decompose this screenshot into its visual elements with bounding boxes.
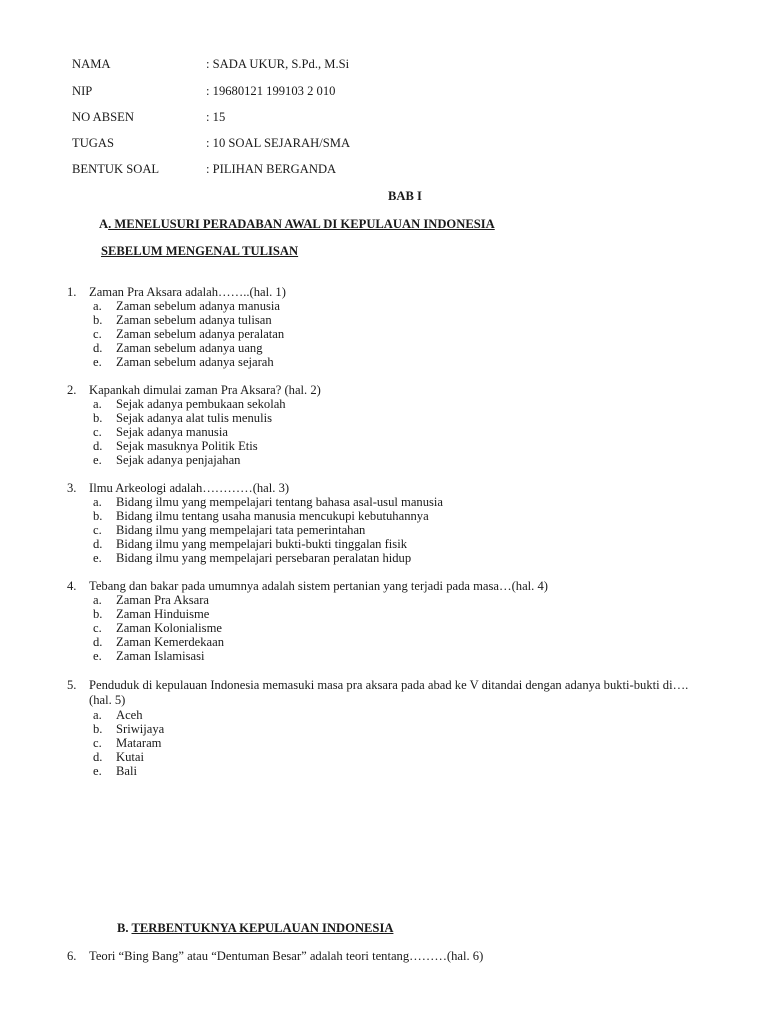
section-b-title: TERBENTUKNYA KEPULAUAN INDONESIA — [131, 921, 394, 935]
option-text: Zaman sebelum adanya peralatan — [116, 327, 285, 341]
section-a-subtitle: SEBELUM MENGENAL TULISAN — [101, 244, 299, 258]
option-letter: c. — [93, 523, 102, 537]
option-text: Kutai — [116, 750, 144, 764]
section-b-heading — [117, 921, 393, 936]
option-text: Zaman Kolonialisme — [116, 621, 222, 635]
question-text: Zaman Pra Aksara adalah……..(hal. 1) — [89, 285, 286, 299]
option-text: Bidang ilmu yang mempelajari tentang bahasa asal-usul manusia — [116, 495, 443, 509]
header-value: : 15 — [206, 110, 226, 124]
option-letter: d. — [93, 750, 103, 764]
option-text: Bali — [116, 764, 137, 778]
header-value: : 10 SOAL SEJARAH/SMA — [206, 136, 351, 150]
option-letter: a. — [93, 397, 102, 411]
option-text: Bidang ilmu yang mempelajari persebaran peralatan hidup — [116, 551, 412, 565]
option-letter: d. — [93, 439, 103, 453]
section-b-prefix: B. — [117, 921, 132, 935]
option-letter: a. — [93, 593, 102, 607]
option-text: Mataram — [116, 736, 162, 750]
option-text: Zaman Hinduisme — [116, 607, 210, 621]
header-label: NIP — [72, 84, 93, 98]
option-letter: e. — [93, 355, 102, 369]
option-letter: a. — [93, 708, 102, 722]
option-letter: c. — [93, 425, 102, 439]
option-letter: c. — [93, 621, 102, 635]
option-text: Zaman Kemerdekaan — [116, 635, 225, 649]
option-letter: d. — [93, 635, 103, 649]
option-text: Zaman Islamisasi — [116, 649, 205, 663]
option-letter: b. — [93, 313, 103, 327]
option-text: Sriwijaya — [116, 722, 165, 736]
option-text: Zaman sebelum adanya manusia — [116, 299, 281, 313]
question-text: Teori “Bing Bang” atau “Dentuman Besar” adalah teori tentang………(hal. 6) — [89, 949, 484, 963]
option-letter: b. — [93, 411, 103, 425]
question-text: Penduduk di kepulauan Indonesia memasuki masa pra aksara pada abad ke V ditandai dengan adanya bukti-bukti di….(hal. 5) — [89, 678, 689, 707]
section-a-heading — [99, 217, 495, 232]
question-number: 5. — [67, 678, 77, 692]
option-letter: b. — [93, 509, 103, 523]
chapter-heading: BAB I — [388, 189, 422, 203]
header-label: NO ABSEN — [72, 110, 134, 124]
option-text: Sejak adanya pembukaan sekolah — [116, 397, 286, 411]
header-label: NAMA — [72, 57, 111, 71]
question-number: 3. — [67, 481, 77, 495]
option-text: Zaman Pra Aksara — [116, 593, 210, 607]
option-text: Bidang ilmu yang mempelajari bukti-bukti tinggalan fisik — [116, 537, 408, 551]
option-letter: e. — [93, 649, 102, 663]
option-text: Sejak adanya penjajahan — [116, 453, 241, 467]
option-letter: e. — [93, 453, 102, 467]
option-letter: b. — [93, 607, 103, 621]
question-number: 4. — [67, 579, 77, 593]
option-letter: d. — [93, 537, 103, 551]
question-text: Kapankah dimulai zaman Pra Aksara? (hal. 2) — [89, 383, 321, 397]
header-label: TUGAS — [72, 136, 114, 150]
option-text: Sejak masuknya Politik Etis — [116, 439, 258, 453]
option-text: Bidang ilmu tentang usaha manusia mencukupi kebutuhannya — [116, 509, 429, 523]
option-letter: a. — [93, 299, 102, 313]
option-text: Sejak adanya alat tulis menulis — [116, 411, 272, 425]
option-text: Zaman sebelum adanya tulisan — [116, 313, 272, 327]
option-letter: a. — [93, 495, 102, 509]
option-letter: c. — [93, 327, 102, 341]
option-text: Zaman sebelum adanya uang — [116, 341, 263, 355]
header-value: : 19680121 199103 2 010 — [206, 84, 336, 98]
question-number: 6. — [67, 949, 77, 963]
option-letter: e. — [93, 551, 102, 565]
section-a-prefix: A — [99, 217, 109, 231]
header-label: BENTUK SOAL — [72, 162, 160, 176]
question-number: 2. — [67, 383, 77, 397]
header-value: : PILIHAN BERGANDA — [206, 162, 337, 176]
option-text: Bidang ilmu yang mempelajari tata pemerintahan — [116, 523, 366, 537]
question-text: Ilmu Arkeologi adalah…………(hal. 3) — [89, 481, 290, 495]
option-letter: e. — [93, 764, 102, 778]
option-letter: d. — [93, 341, 103, 355]
option-text: Zaman sebelum adanya sejarah — [116, 355, 274, 369]
option-letter: c. — [93, 736, 102, 750]
option-text: Sejak adanya manusia — [116, 425, 228, 439]
option-letter: b. — [93, 722, 103, 736]
header-value: : SADA UKUR, S.Pd., M.Si — [206, 57, 350, 71]
question-number: 1. — [67, 285, 77, 299]
question-text: Tebang dan bakar pada umumnya adalah sistem pertanian yang terjadi pada masa…(hal. 4) — [89, 579, 548, 593]
option-text: Aceh — [116, 708, 143, 722]
section-a-title: . MENELUSURI PERADABAN AWAL DI KEPULAUAN INDONESIA — [108, 217, 495, 231]
